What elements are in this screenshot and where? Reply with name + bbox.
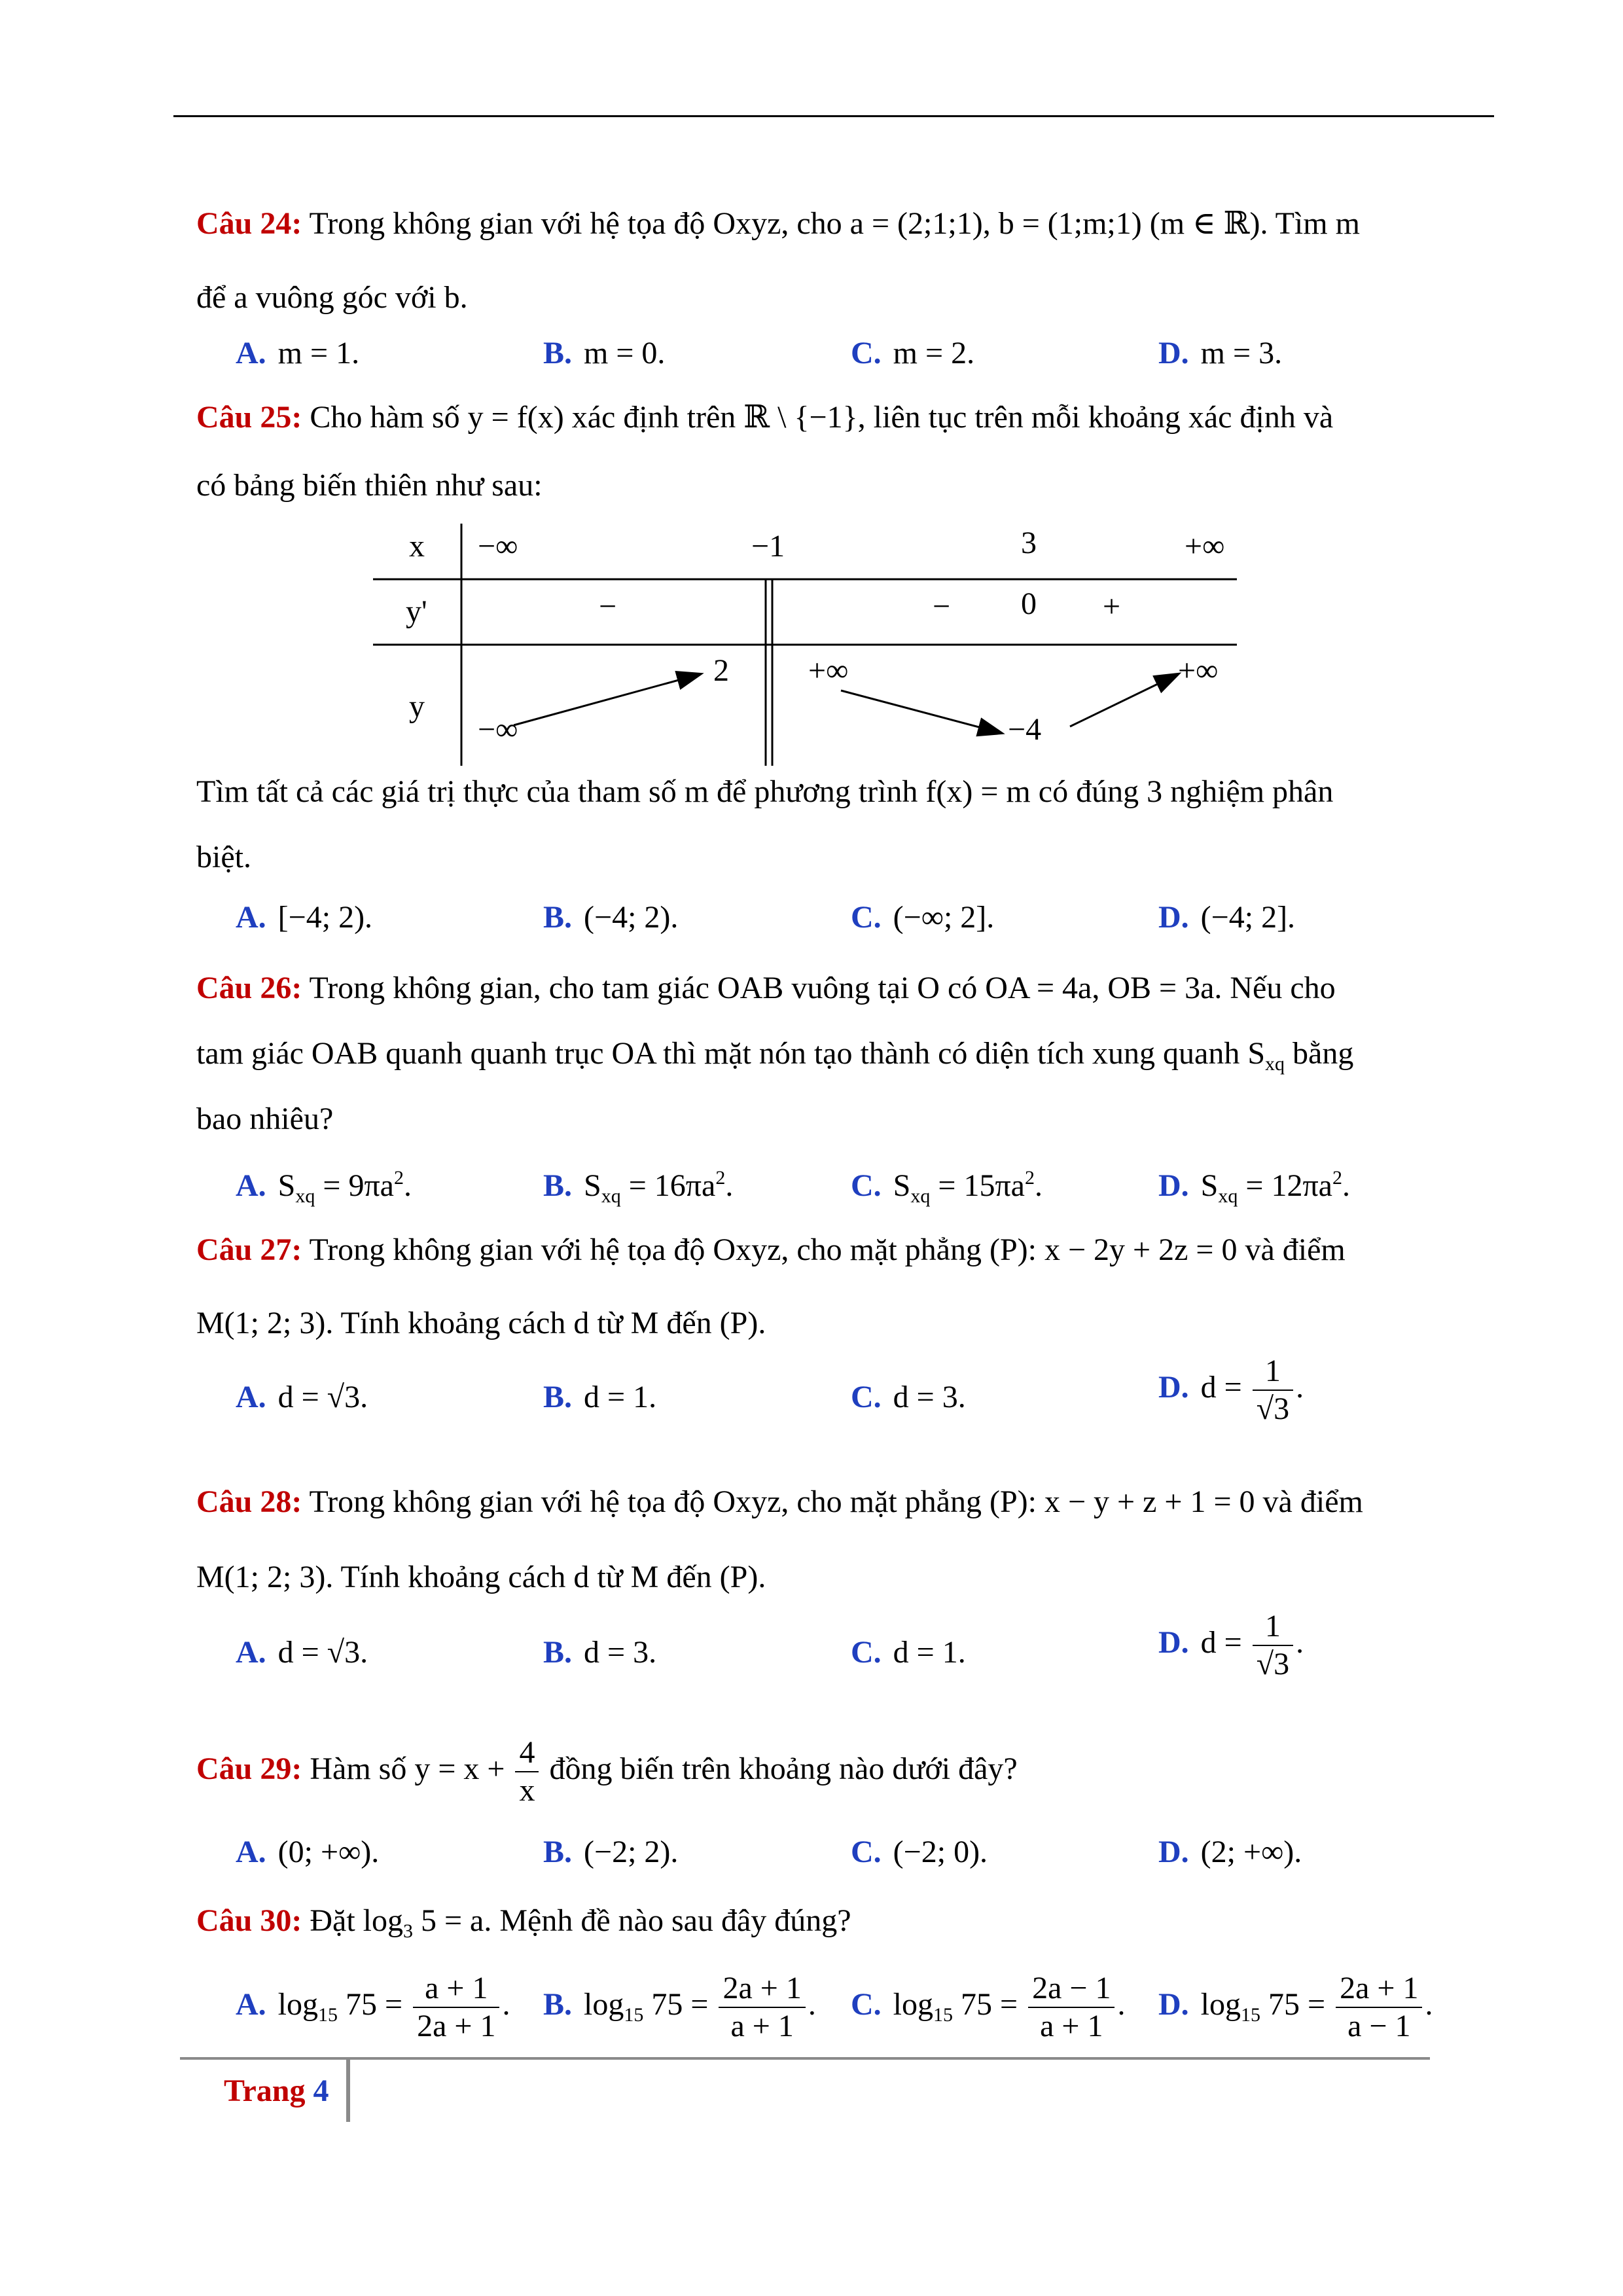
option-a[interactable]: A. [−4; 2). bbox=[236, 900, 373, 935]
question-text: biệt. bbox=[196, 840, 251, 874]
question-text: Trong không gian với hệ tọa độ Oxyz, cho mặt phẳng (P): x − y + z + 1 = 0 và điểm bbox=[309, 1484, 1363, 1519]
question-26-line2 bbox=[196, 1034, 1427, 1084]
question-label: Câu 28: bbox=[196, 1484, 302, 1519]
yp-val: − bbox=[599, 589, 617, 624]
option-d[interactable]: D. (−4; 2]. bbox=[1158, 900, 1296, 935]
y-val: −4 bbox=[1008, 712, 1042, 747]
question-text: 5 = a. Mệnh đề nào sau đây đúng? bbox=[412, 1903, 851, 1938]
question-28-line2 bbox=[196, 1558, 1427, 1597]
options-26 bbox=[236, 1158, 1440, 1207]
options-27 bbox=[236, 1354, 1440, 1426]
question-text: Trong không gian với hệ tọa độ Oxyz, cho a = (2;1;1), b = (1;m;1) (m ∈ ℝ). Tìm m bbox=[309, 206, 1360, 241]
question-28 bbox=[196, 1482, 1427, 1522]
option-a[interactable]: A. d = √3. bbox=[236, 1635, 368, 1670]
question-27-line2 bbox=[196, 1304, 1427, 1343]
options-28 bbox=[236, 1609, 1440, 1681]
header-rule bbox=[173, 115, 1494, 117]
question-25-line4 bbox=[196, 838, 1427, 877]
option-d[interactable]: D. (2; +∞). bbox=[1158, 1835, 1302, 1869]
options-25 bbox=[236, 898, 1440, 944]
y-label: y bbox=[409, 689, 425, 724]
option-c[interactable]: C. (−2; 0). bbox=[851, 1835, 988, 1869]
question-text: có bảng biến thiên như sau: bbox=[196, 468, 543, 503]
question-25-line2 bbox=[196, 466, 1427, 505]
x-val: 3 bbox=[1021, 526, 1037, 560]
option-d[interactable]: D. m = 3. bbox=[1158, 336, 1283, 370]
option-c[interactable]: C. d = 1. bbox=[851, 1635, 966, 1670]
question-text: Hàm số y = x + bbox=[310, 1751, 513, 1787]
question-text: để a vuông góc với b. bbox=[196, 280, 468, 315]
question-text: Tìm tất cả các giá trị thực của tham số m để phương trình f(x) = m có đúng 3 nghiệm phân bbox=[196, 774, 1334, 809]
question-label: Câu 29: bbox=[196, 1751, 302, 1787]
options-29 bbox=[236, 1833, 1440, 1878]
question-label: Câu 26: bbox=[196, 971, 302, 1005]
option-b[interactable]: B. d = 3. bbox=[543, 1635, 657, 1670]
option-a[interactable]: A. d = √3. bbox=[236, 1380, 368, 1414]
option-c[interactable]: C. $\log_{15} 75$ = $\frac{2a - 1}{a + 1}$ . bbox=[851, 1971, 1126, 2043]
option-a[interactable]: A. $S_{xq} = 9\pi a^2$. bbox=[236, 1167, 412, 1207]
question-text: Trong không gian, cho tam giác OAB vuông tại O có OA = 4a, OB = 3a. Nếu cho bbox=[309, 971, 1336, 1005]
yp-label: y' bbox=[406, 594, 427, 629]
option-c[interactable]: C. d = 3. bbox=[851, 1380, 966, 1414]
option-c[interactable]: C. $S_{xq} = 15\pi a^2$. bbox=[851, 1167, 1043, 1207]
option-b[interactable]: B. $\log_{15} 75$ = $\frac{2a + 1}{a + 1}$ . bbox=[543, 1971, 816, 2043]
option-b[interactable]: B. $S_{xq} = 16\pi a^2$. bbox=[543, 1167, 734, 1207]
option-b[interactable]: B. d = 1. bbox=[543, 1380, 657, 1414]
question-text: M(1; 2; 3). Tính khoảng cách d từ M đến (P). bbox=[196, 1560, 766, 1594]
option-a[interactable]: A. $\log_{15} 75$ = $\frac{a + 1}{2a + 1}$ . bbox=[236, 1971, 510, 2043]
yp-val: 0 bbox=[1021, 586, 1037, 621]
variation-table bbox=[373, 517, 1237, 766]
x-val: +∞ bbox=[1185, 529, 1225, 564]
footer-rule bbox=[180, 2057, 1430, 2060]
question-27 bbox=[196, 1230, 1427, 1270]
option-c[interactable]: C. (−∞; 2]. bbox=[851, 900, 995, 935]
y-val: +∞ bbox=[808, 653, 849, 688]
y-val: −∞ bbox=[478, 712, 518, 747]
option-c[interactable]: C. m = 2. bbox=[851, 336, 975, 370]
option-d[interactable]: D. $S_{xq} = 12\pi a^2$. bbox=[1158, 1167, 1350, 1207]
x-label: x bbox=[409, 529, 425, 564]
options-24 bbox=[236, 334, 1440, 380]
options-30 bbox=[236, 1970, 1440, 2043]
subscript: xq bbox=[1265, 1053, 1285, 1075]
question-text: Trong không gian với hệ tọa độ Oxyz, cho mặt phẳng (P): x − 2y + 2z = 0 và điểm bbox=[309, 1232, 1346, 1267]
x-val: −1 bbox=[751, 529, 785, 564]
yp-val: − bbox=[933, 589, 951, 624]
arrow-decrease bbox=[841, 691, 1001, 733]
footer-divider bbox=[346, 2060, 350, 2122]
option-a[interactable]: A. m = 1. bbox=[236, 336, 360, 370]
arrow-increase-1 bbox=[514, 674, 700, 725]
y-val: +∞ bbox=[1178, 653, 1219, 688]
option-a[interactable]: A. (0; +∞). bbox=[236, 1835, 380, 1869]
question-26-line3 bbox=[196, 1100, 1427, 1139]
question-text: đồng biến trên khoảng nào dưới đây? bbox=[541, 1751, 1018, 1787]
question-text: Cho hàm số y = f(x) xác định trên ℝ \ {−1}, liên tục trên mỗi khoảng xác định và bbox=[310, 400, 1334, 435]
option-b[interactable]: B. m = 0. bbox=[543, 336, 666, 370]
question-29 bbox=[196, 1734, 1427, 1809]
option-d[interactable]: D. $\log_{15} 75$ = $\frac{2a + 1}{a - 1}$ . bbox=[1158, 1971, 1433, 2043]
subscript: 3 bbox=[402, 1920, 413, 1942]
option-d[interactable]: D. d = $\frac{1}{√3}$ . bbox=[1158, 1354, 1304, 1426]
arrow-increase-2 bbox=[1070, 674, 1178, 726]
question-label: Câu 24: bbox=[196, 206, 302, 241]
page-number: Trang 4 bbox=[224, 2073, 329, 2108]
question-label: Câu 25: bbox=[196, 400, 302, 435]
question-text: tam giác OAB quanh quanh trục OA thì mặt nón tạo thành có diện tích xung quanh S bbox=[196, 1036, 1266, 1071]
question-text: Đặt log bbox=[310, 1903, 403, 1938]
fraction: $\frac{4}{x}$ bbox=[515, 1734, 539, 1809]
question-30 bbox=[196, 1901, 1427, 1951]
question-26 bbox=[196, 969, 1427, 1008]
question-text: M(1; 2; 3). Tính khoảng cách d từ M đến (P). bbox=[196, 1306, 766, 1340]
yp-val: + bbox=[1103, 589, 1121, 624]
question-24-line2 bbox=[196, 278, 1427, 317]
option-b[interactable]: B. (−4; 2). bbox=[543, 900, 679, 935]
question-text: bao nhiêu? bbox=[196, 1102, 334, 1136]
question-25-line3 bbox=[196, 772, 1427, 812]
option-d[interactable]: D. d = $\frac{1}{√3}$ . bbox=[1158, 1609, 1304, 1681]
y-val: 2 bbox=[713, 653, 729, 688]
question-24 bbox=[196, 204, 1427, 243]
x-val: −∞ bbox=[478, 529, 518, 564]
question-label: Câu 27: bbox=[196, 1232, 302, 1267]
option-b[interactable]: B. (−2; 2). bbox=[543, 1835, 679, 1869]
question-label: Câu 30: bbox=[196, 1903, 302, 1938]
question-text: bằng bbox=[1285, 1036, 1354, 1071]
question-25 bbox=[196, 398, 1427, 437]
